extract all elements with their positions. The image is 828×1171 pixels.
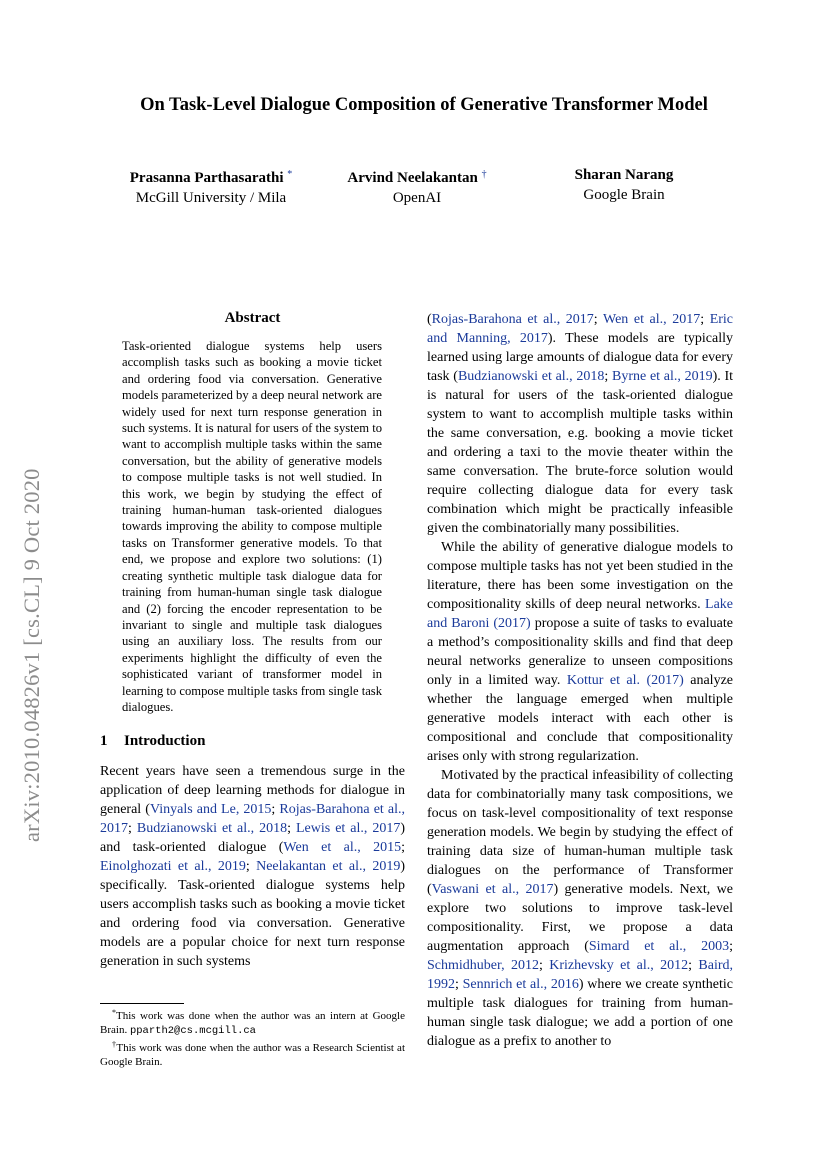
section-heading [100,733,405,750]
author-affiliation: McGill University / Mila [135,190,287,206]
text-run: ( [427,312,432,327]
intro-paragraph-3 [427,766,733,1051]
text-run: ; [128,821,137,837]
footnote-2 [100,1038,405,1069]
citation-link[interactable]: Neelakantan et al., 2019 [256,859,401,875]
citation-link[interactable]: Schmidhuber, 2012 [427,958,539,973]
citation-link[interactable]: Baird, 1992 [427,958,733,992]
author-affiliation: OpenAI [392,190,442,206]
arxiv-stamp: arXiv:2010.04826v1 [cs.CL] 9 Oct 2020 [19,468,44,842]
citation-link[interactable]: Budzianowski et al., 2018 [457,369,605,384]
author-email: pparth2@cs.mcgill.ca [129,1024,256,1037]
author-mark: † [481,169,487,180]
text-run: ) generative models. Next, we explore two solutions to improve task-level compositionality. First, we propose a data augmentation approach ( [427,882,733,954]
footnote-mark: † [112,1040,117,1049]
author-2 [322,165,512,208]
author-name: Prasanna Parthasarathi [129,170,284,186]
text-run: ; [455,977,463,992]
left-column [100,310,405,971]
text-run: ; [700,312,710,327]
citation-link[interactable]: Budzianowski et al., 2018 [136,821,288,837]
text-run: While the ability of generative dialogue models to compose multiple tasks has not yet been studied in the literature, there has been some investigation on the compositionality skills of deep neural networks. [427,540,733,612]
citation-link[interactable]: Kottur et al. (2017) [566,673,684,688]
text-run: ; [593,312,603,327]
abstract-text: Task-oriented dialogue systems help users accomplish tasks such as booking a movie ticket and ordering food via conversation. Generative models parameterized by a deep neural network are widely used for next turn response generation in such systems. It is natural for users of the system to want to accomplish multiple tasks within the same conversation, but the ability of generative models to compose multiple tasks is not well studied. In this work, we begin by studying the effect of training human-human task-oriented dialogues towards improving the ability to compose multiple tasks on Transformer generative models. To that end, we propose and explore two solutions: (1) creating synthetic multiple task dialogue data for training from human-human single task dialogue and (2) forcing the encoder representation to be invariant to single and multiple task dialogues using an auxiliary loss. The results from our experiments highlight the difficulty of even the sophisticated variant of transformer model in learning to compose multiple tasks from single task dialogues. [122,339,382,714]
text-run: ; [271,802,280,818]
citation-link[interactable]: Vinyals and Le, 2015 [149,802,272,818]
text-run: ) specifically. Task-oriented dialogue systems help users accomplish tasks such as booking a movie ticket and ordering food via conversation. Generative models are a popular choice for next turn response generation in such systems [100,859,405,970]
footnote-text: This work was done when the author was an intern at Google Brain. [100,1010,405,1036]
text-run: ; [604,369,613,384]
text-run: ; [729,939,733,954]
citation-link[interactable]: Wen et al., 2015 [283,840,402,856]
citation-link[interactable]: Krizhevsky et al., 2012 [549,958,689,973]
text-run: ) and task-oriented dialogue ( [100,821,406,856]
section-number: 1 [100,733,108,750]
footnotes [100,1006,405,1069]
footnote-mark: * [112,1008,116,1017]
intro-paragraph-1-continued [427,310,733,538]
citation-link[interactable]: Simard et al., 2003 [588,939,730,954]
footnote-rule [100,1003,184,1004]
text-run: ) where we create synthetic multiple task dialogues for training from human-human single task dialogue; we add a portion of one dialogue as a prefix to another to [427,977,733,1049]
author-name: Sharan Narang [574,167,674,183]
abstract-heading: Abstract [224,310,281,326]
citation-link[interactable]: Eric and Manning, 2017 [427,312,734,346]
citation-link[interactable]: Rojas-Barahona et al., 2017 [100,802,405,837]
text-run: Motivated by the practical infeasibility of collecting data for combinatorially many task compositions, we focus on task-level compositionality of text response generation models. We begin by studying the effect of training data size of human-human multiple task dialogues on the performance of Transformer ( [427,768,733,897]
intro-paragraph-1 [100,762,405,971]
text-run: ; [245,859,257,875]
text-run: ; [287,821,296,837]
text-run: ; [401,840,406,856]
right-column [427,310,733,1051]
citation-link[interactable]: Wen et al., 2017 [603,312,701,327]
text-run: analyze whether the language emerged when multiple generative models interact with each other is compositional and conclude that compositionality arises only with strong regularization. [427,673,733,764]
citation-link[interactable]: Sennrich et al., 2016 [462,977,579,992]
citation-link[interactable]: Rojas-Barahona et al., 2017 [431,312,594,327]
citation-link[interactable]: Einolghozati et al., 2019 [100,859,246,875]
text-run: ). These models are typically learned using large amounts of dialogue data for every task ( [427,331,733,384]
author-1 [108,165,314,208]
author-name: Arvind Neelakantan [347,170,478,186]
text-run: ; [538,958,550,973]
footnote-text: This work was done when the author was a Research Scientist at Google Brain. [100,1042,405,1068]
paper-title: On Task-Level Dialogue Composition of Generative Transformer Model [140,95,708,115]
text-run: propose a suite of tasks to evaluate a method’s compositionality skills and find that deep neural networks generalize to unseen compositions only in a limited way. [427,616,733,688]
footnote-1 [100,1006,405,1038]
citation-link[interactable]: Lewis et al., 2017 [296,821,401,837]
author-affiliation: Google Brain [583,187,665,203]
citation-link[interactable]: Lake and Baroni (2017) [427,597,733,631]
citation-link[interactable]: Byrne et al., 2019 [612,369,713,384]
text-run: ). It is natural for users of the task-oriented dialogue system to want to accomplish multiple tasks within the same conversation, e.g. booking a movie ticket and ordering a taxi to the movie theater within the same conversation. The brute-force solution would require collecting dialogue data for every task combination which might be practically infeasible given the combinatorially many possibilities. [427,369,734,536]
text-run: Recent years have seen a tremendous surge in the application of deep learning methods for dialogue in general ( [100,764,405,818]
author-3 [540,165,708,205]
author-mark: * [287,169,293,180]
section-title: Introduction [124,733,206,750]
citation-link[interactable]: Vaswani et al., 2017 [431,882,554,897]
intro-paragraph-2 [427,538,733,766]
text-run: ; [688,958,699,973]
